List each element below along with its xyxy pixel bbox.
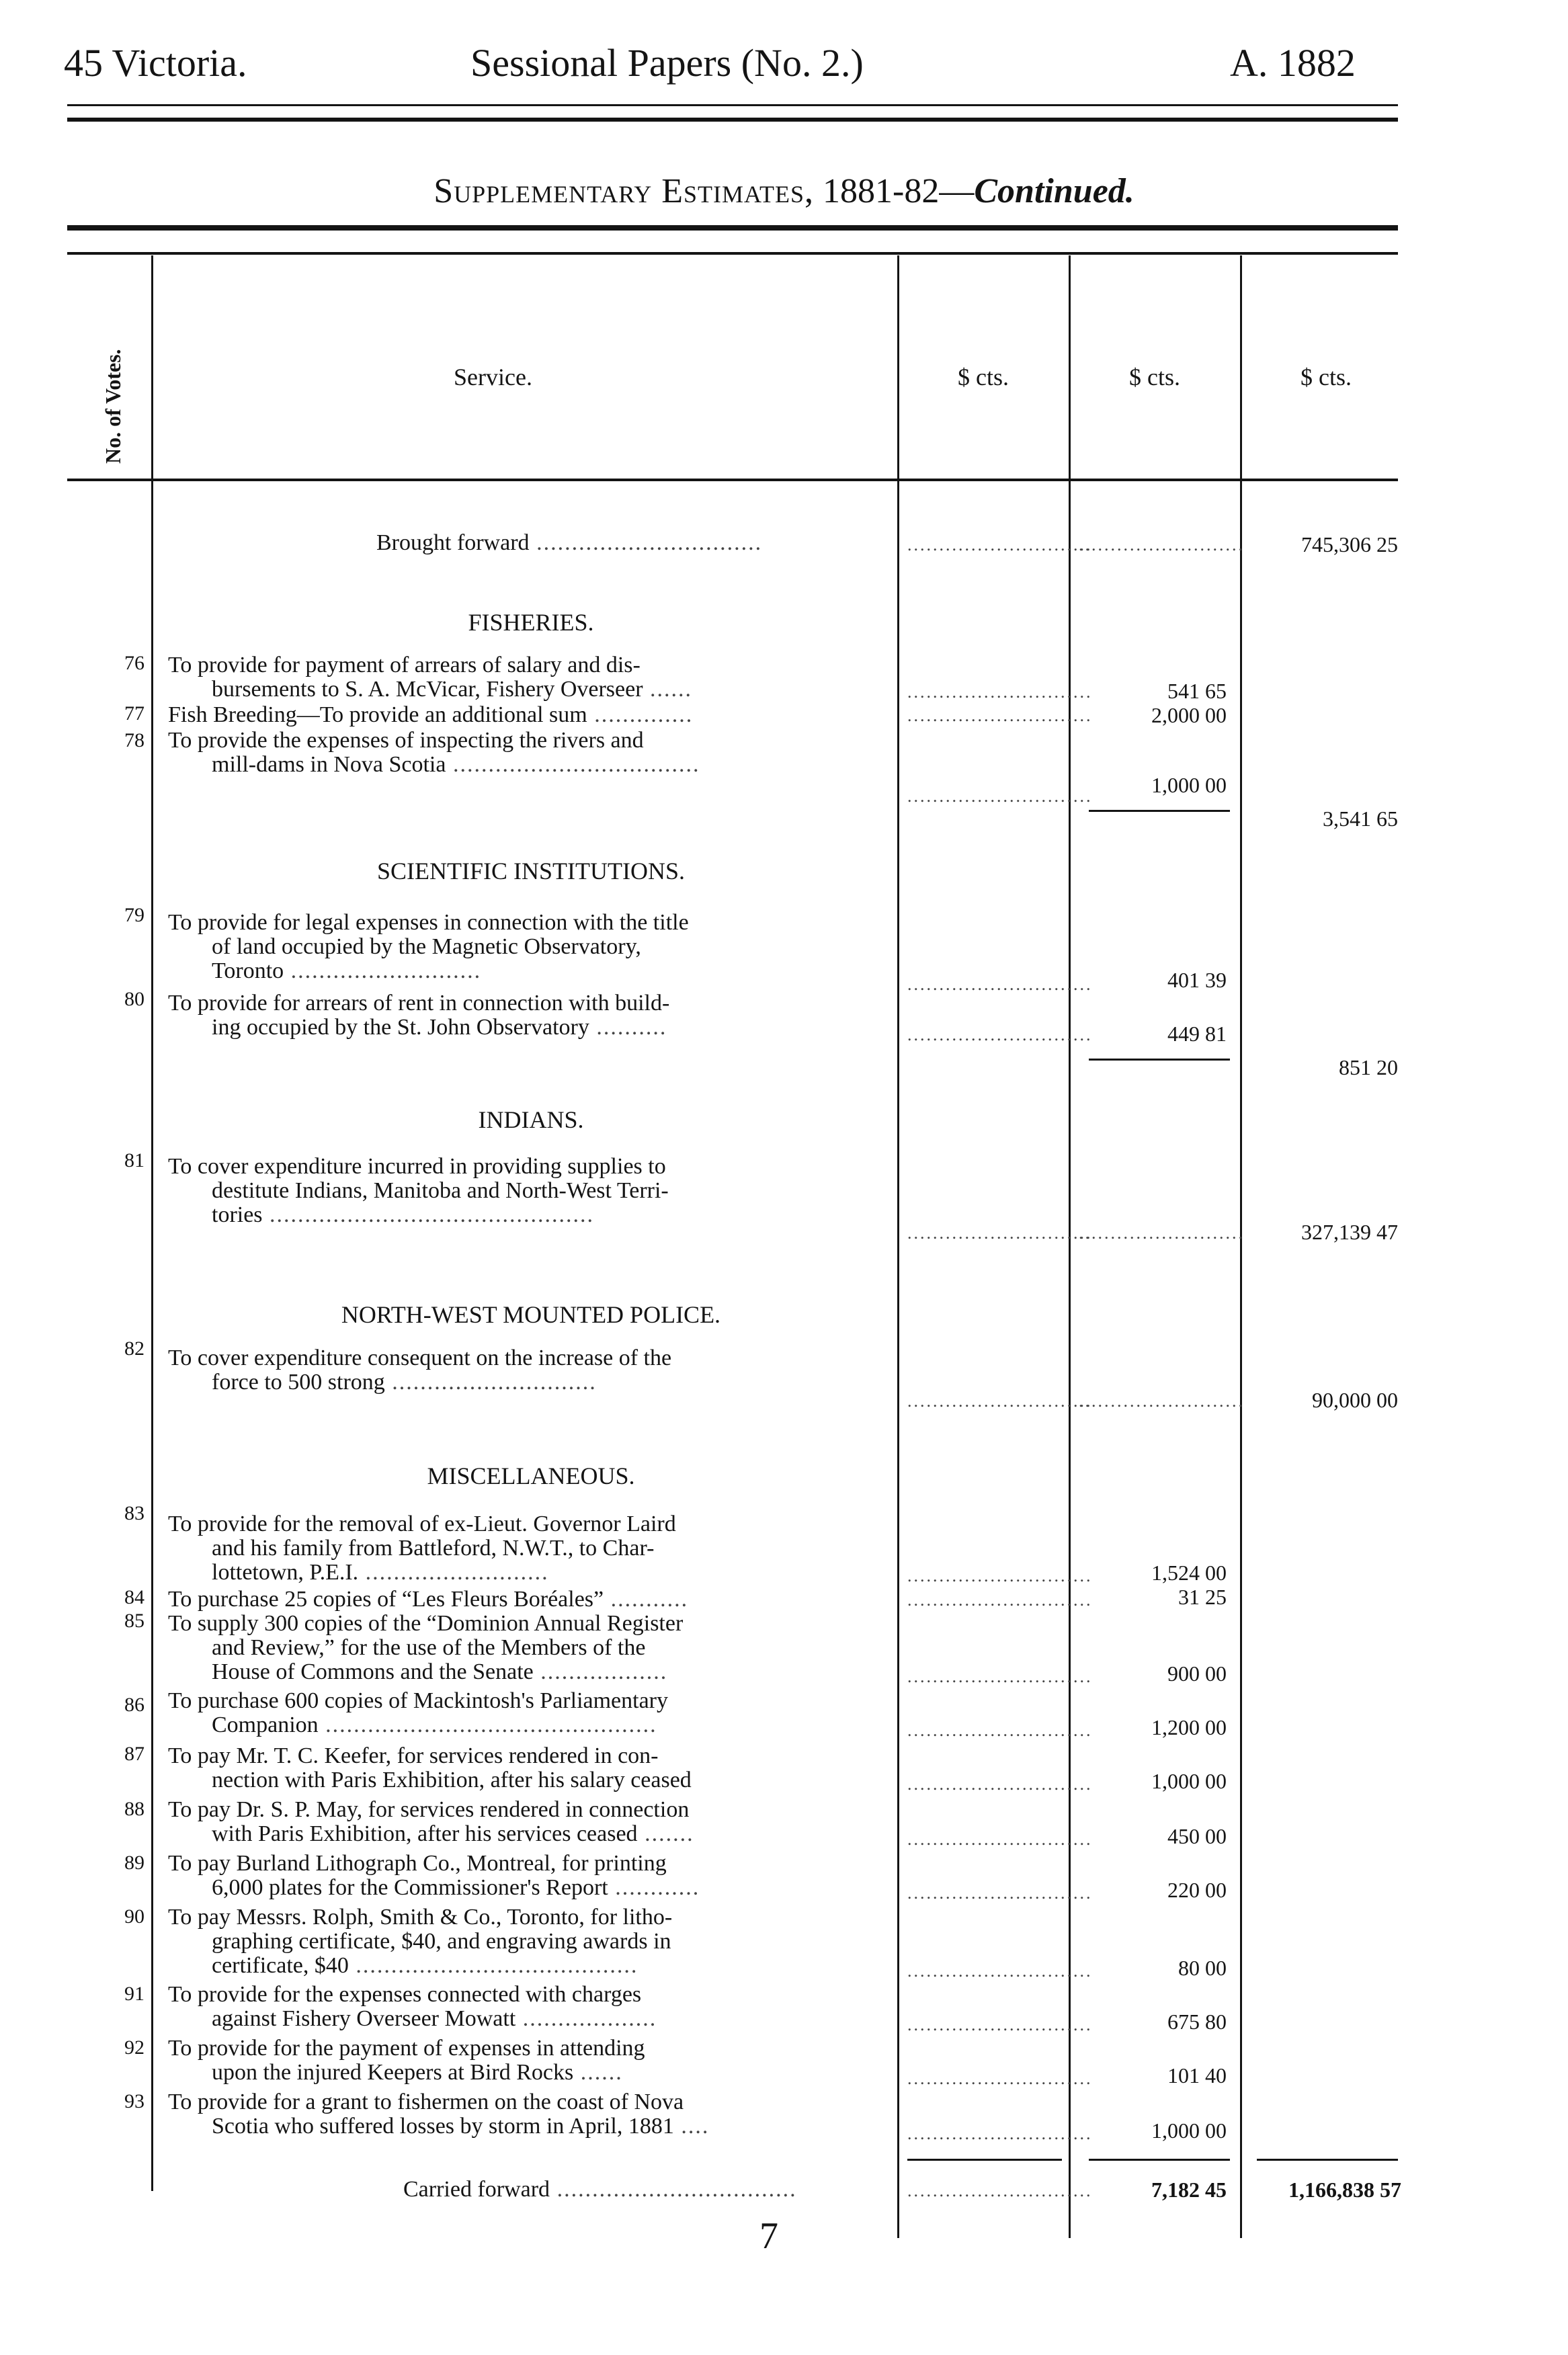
vote-description: To cover expenditure incurred in providing supplies to destitute Indians, Manitoba and North-West Terri- tories .............................................. <box>168 1154 669 1227</box>
vote-description: To cover expenditure consequent on the increase of the force to 500 strong ............................. <box>168 1346 672 1395</box>
votes-column-heading: No. of Votes. <box>101 349 125 464</box>
vote-description: To provide for the expenses connected with charges against Fishery Overseer Mowatt ................... <box>168 1982 657 2031</box>
vote-amount: 675 80 <box>1167 2010 1227 2034</box>
title-year: 1881-82— <box>823 172 975 210</box>
vote-number: 79 <box>124 904 145 926</box>
vote-number: 81 <box>124 1149 145 1171</box>
vote-number: 92 <box>124 2036 145 2059</box>
section-heading-scientific-institutions: SCIENTIFIC INSTITUTIONS. <box>377 858 685 884</box>
section-heading-north-west-mounted-police: NORTH-WEST MOUNTED POLICE. <box>341 1301 721 1328</box>
vote-number: 77 <box>124 702 145 725</box>
header-rule-thick <box>67 118 1398 122</box>
subtotal-rule <box>1089 1059 1230 1061</box>
vote-number: 93 <box>124 2090 145 2112</box>
vote-description: To pay Messrs. Rolph, Smith & Co., Toronto, for litho- graphing certificate, $40, and engraving awards in certificate, $40 ........................................ <box>168 1905 673 1978</box>
cents-column-heading-3: $ cts. <box>1301 364 1352 390</box>
header-bottom-rule <box>67 479 1398 481</box>
vote-number: 86 <box>124 1694 145 1716</box>
brought-forward-row: Brought forward ................................ <box>376 530 763 555</box>
vote-amount: 1,200 00 <box>1151 1715 1227 1739</box>
vote-number: 83 <box>124 1502 145 1524</box>
carried-rule-2 <box>1089 2159 1230 2161</box>
vote-number: 89 <box>124 1852 145 1874</box>
header-rule <box>67 104 1398 106</box>
section-total-indians: 327,139 47 <box>1301 1220 1398 1244</box>
section-total-fisheries: 3,541 65 <box>1323 807 1398 831</box>
vote-description: To provide for the removal of ex-Lieut. Governor Laird and his family from Battleford, N.W.T., to Char- lottetown, P.E.I. .......................... <box>168 1512 676 1585</box>
header-session: 45 Victoria. <box>64 41 247 85</box>
carried-forward-label: Carried forward <box>403 2177 550 2202</box>
vote-description: To pay Burland Lithograph Co., Montreal, for printing 6,000 plates for the Commissioner's Report ............ <box>168 1851 700 1900</box>
header-year: A. 1882 <box>1230 41 1356 85</box>
carried-forward-subtotal: 7,182 45 <box>1151 2178 1227 2202</box>
vote-amount: 2,000 00 <box>1151 703 1227 727</box>
section-heading-indians: INDIANS. <box>478 1106 584 1133</box>
title-main: Supplementary Estimates, <box>434 172 815 210</box>
vote-amount: 80 00 <box>1178 1956 1227 1980</box>
vote-number: 78 <box>124 729 145 751</box>
vote-description: To provide for a grant to fishermen on the coast of Nova Scotia who suffered losses by storm in April, 1881 .... <box>168 2090 710 2139</box>
vote-description: To provide the expenses of inspecting the rivers and mill-dams in Nova Scotia ................................... <box>168 728 700 777</box>
subtotal-rule <box>1089 810 1230 812</box>
vote-number: 84 <box>124 1586 145 1608</box>
brought-forward-label: Brought forward <box>376 530 530 555</box>
section-heading-miscellaneous: MISCELLANEOUS. <box>427 1462 635 1489</box>
cents-column-heading-2: $ cts. <box>1129 364 1180 390</box>
section-total-scientific-institutions: 851 20 <box>1339 1055 1398 1079</box>
vote-description: Fish Breeding—To provide an additional sum .............. <box>168 702 694 727</box>
vote-number: 88 <box>124 1798 145 1820</box>
carried-forward-total: 1,166,838 57 <box>1288 2178 1401 2202</box>
vote-amount: 900 00 <box>1167 1661 1227 1686</box>
vote-amount: 220 00 <box>1167 1878 1227 1902</box>
vote-amount: 31 25 <box>1178 1585 1227 1609</box>
carried-rule-3 <box>1257 2159 1398 2161</box>
brought-forward-total: 745,306 25 <box>1301 532 1398 556</box>
vote-amount: 1,524 00 <box>1151 1561 1227 1585</box>
title-continued: Continued. <box>974 172 1134 210</box>
vote-description: To provide for legal expenses in connection with the title of land occupied by the Magnetic Observatory, Toronto ........................... <box>168 910 689 983</box>
vote-amount: 541 65 <box>1167 679 1227 703</box>
vote-amount: 1,000 00 <box>1151 2118 1227 2143</box>
section-total-north-west-mounted-police: 90,000 00 <box>1312 1388 1398 1412</box>
vote-amount: 401 39 <box>1167 968 1227 992</box>
vote-amount: 1,000 00 <box>1151 1769 1227 1793</box>
service-column-heading: Service. <box>454 364 532 390</box>
vote-number: 90 <box>124 1905 145 1928</box>
vote-number: 87 <box>124 1743 145 1765</box>
carried-forward-row: Carried forward .................................. <box>403 2177 797 2202</box>
vote-number: 85 <box>124 1610 145 1632</box>
table-top-rule <box>67 252 1398 255</box>
header-sessional-papers: Sessional Papers (No. 2.) <box>470 41 864 85</box>
page-number: 7 <box>759 2215 778 2257</box>
vote-number: 80 <box>124 988 145 1010</box>
vote-amount: 1,000 00 <box>1151 773 1227 797</box>
vote-description: To supply 300 copies of the “Dominion Annual Register and Review,” for the use of the Members of the House of Commons and the Senate .................. <box>168 1611 684 1684</box>
vote-amount: 101 40 <box>1167 2063 1227 2088</box>
vote-description: To purchase 25 copies of “Les Fleurs Boréales” ........... <box>168 1587 689 1612</box>
col-divider-votes <box>151 255 153 2191</box>
vote-number: 82 <box>124 1337 145 1360</box>
section-heading-fisheries: FISHERIES. <box>468 609 594 636</box>
vote-description: To pay Dr. S. P. May, for services rendered in connection with Paris Exhibition, after his services ceased ....... <box>168 1797 694 1846</box>
carried-rule-1 <box>907 2159 1062 2161</box>
title-rule <box>67 225 1398 231</box>
vote-amount: 449 81 <box>1167 1022 1227 1046</box>
page-title <box>0 171 1568 211</box>
vote-description: To purchase 600 copies of Mackintosh's Parliamentary Companion ............................................... <box>168 1688 668 1737</box>
cents-column-heading-1: $ cts. <box>958 364 1009 390</box>
vote-description: To provide for the payment of expenses in attending upon the injured Keepers at Bird Rocks ...... <box>168 2036 645 2085</box>
vote-number: 91 <box>124 1983 145 2005</box>
vote-description: To provide for payment of arrears of salary and dis- bursements to S. A. McVicar, Fishery Overseer ...... <box>168 653 693 702</box>
vote-description: To provide for arrears of rent in connection with build- ing occupied by the St. John Observatory .......... <box>168 991 670 1040</box>
vote-number: 76 <box>124 652 145 674</box>
vote-amount: 450 00 <box>1167 1824 1227 1848</box>
vote-description: To pay Mr. T. C. Keefer, for services rendered in con- nection with Paris Exhibition, after his salary ceased <box>168 1743 692 1792</box>
